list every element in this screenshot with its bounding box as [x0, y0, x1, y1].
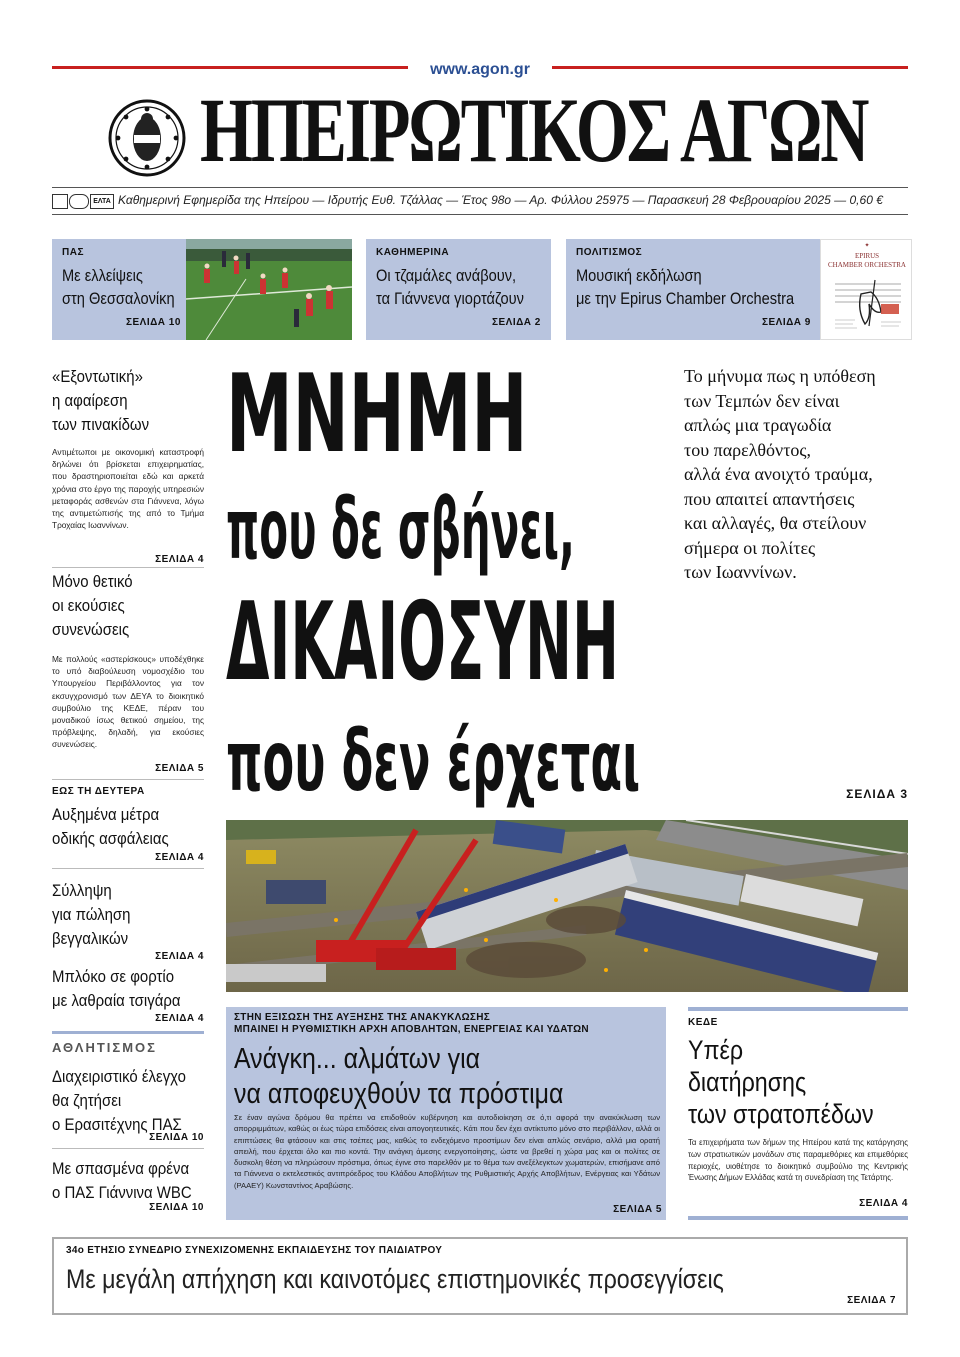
poster-title: EPIRUS CHAMBER ORCHESTRA — [828, 252, 906, 269]
conference-title: Με μεγάλη απήχηση και καινοτόμες επιστημονικές προσεγγίσεις — [66, 1264, 724, 1294]
newspaper-seal-logo — [108, 99, 186, 177]
story-mergers-title[interactable]: Μόνο θετικό οι εκούσιες συνενώσεις — [52, 572, 133, 639]
teaser-page: ΣΕΛΙΔΑ 9 — [762, 317, 811, 328]
sports-heading: ΑΘΛΗΤΙΣΜΟΣ — [52, 1040, 157, 1055]
divider — [52, 567, 204, 568]
teaser-title: Οι τζαμάλες ανάβουν, τα Γιάννενα γιορτάζουν — [376, 266, 524, 308]
kede-bottom-bar — [688, 1216, 908, 1220]
teaser-category: ΚΑΘΗΜΕΡΙΝΑ — [376, 247, 450, 258]
story-road-title[interactable]: Αυξημένα μέτρα οδικής ασφάλειας — [52, 805, 169, 848]
story-mergers-page: ΣΕΛΙΔΑ 5 — [155, 763, 204, 774]
headline-line-1[interactable]: ΜΝΗΜΗ — [226, 352, 528, 477]
kede-category: ΚΕΔΕ — [688, 1017, 718, 1028]
recycling-body: Σε έναν αγώνα δρόμου θα πρέπει να επιδοθούν κυβέρνηση και αυτοδιοίκηση σε ό,τι αφορά την ανακύκλωση των απορριμμάτων, καθώς οι έως τώρα επιδόσεις είναι απογοητευτικές. Κάτι που δεν έχει αντίκτυπο μόνο στο περιβάλλον, αλλά οι επιπτώσεις θα φτάσουν και στις τσέπες μας, καθώς το ενδεχόμενο προστίμων δεν είναι απλώς σενάριο, αλλά μια ορατή απειλή, που έρχεται όλο και πιο κοντά. Την ανάγκη άμεσης ενεργοποίησης, ώστε να βρεθεί η χώρα μας και οι πολίτες σε δυσκολη θέση να πληρώσουν πρόστιμα, όπως έγινε στο παρελθόν με το θέμα των ανεξέλεγκτων χωματερών, επισήμανε από τα Γιάννενα ο εκτελεστικός αντιπρόεδρος του Κλάδου Αποβλήτων της Ρυθμιστικής Αρχής Αποβλήτων, Ενέργειας και Υδάτων (ΡΑΑΕΥ) Κωνσταντίνος Αραβώσης. — [234, 1113, 660, 1190]
main-story-intro: Το μήνυμα πως η υπόθεση των Τεμπών δεν είναι απλώς μια τραγωδία του παρελθόντος, αλλά ένα ανοιχτό τραύμα, που απαιτεί απαντήσεις και αλλαγές, θα στείλουν σήμερα οι πολίτες των Ιωαννίνων. — [684, 366, 876, 582]
kede-title: Υπέρ διατήρησης των στρατοπέδων — [688, 1035, 874, 1129]
story-mergers-body: Με πολλούς «αστερίσκους» υποδέχθηκε το υπό διαβούλευση νομοσχέδιο του Υπουργείου Περιβάλλοντος για τον εκσυγχρονισμό των ΔΕΥΑ το διοικητικό συμβούλιο της ΚΕΔΕ, πέραν του μοναδικού ίσως θετικού σημείου, της πρόβλεψης, δηλαδή, για εκούσιες συνενώσεις. — [52, 654, 204, 750]
recycling-title: Ανάγκη... αλμάτων για να αποφευχθούν τα πρόστιμα — [234, 1043, 564, 1110]
football-training-photo — [186, 239, 352, 340]
story-cigarettes-title[interactable]: Μπλόκο σε φορτίο με λαθραία τσιγάρα — [52, 967, 181, 1010]
kede-page: ΣΕΛΙΔΑ 4 — [859, 1198, 908, 1209]
headline-line-4[interactable]: που δεν έρχεται — [226, 712, 641, 810]
orchestra-poster — [820, 239, 912, 340]
kede-body: Τα επιχειρήματα των δήμων της Ηπείρου κατά της κατάργησης των στρατιωτικών μονάδων στις παραμεθόριες και επιμεθόριες περιοχές, υιοθέτησε το διοικητικό συμβούλιο της Κεντρικής Ένωσης Δήμων Ελλάδας κατά τη συνεδρίαση της Τετάρτης. — [688, 1138, 908, 1183]
mini-logo-eiiea — [69, 194, 89, 209]
main-story-page: ΣΕΛΙΔΑ 3 — [846, 787, 908, 801]
headline-line-3[interactable]: ΔΙΚΑΙΟΣΥΝΗ — [226, 580, 620, 705]
story-fireworks-page: ΣΕΛΙΔΑ 4 — [155, 951, 204, 962]
pediatric-conference-story[interactable] — [52, 1237, 908, 1315]
recycling-page: ΣΕΛΙΔΑ 5 — [613, 1204, 662, 1215]
mini-logo-esiepi — [52, 194, 68, 209]
story-road-page: ΣΕΛΙΔΑ 4 — [155, 852, 204, 863]
teaser-title: Μουσική εκδήλωση με την Epirus Chamber Orchestra — [576, 266, 795, 308]
story-wbc-title[interactable]: Με σπασμένα φρένα ο ΠΑΣ Γιάννινα WBC — [52, 1159, 192, 1202]
story-plates-page: ΣΕΛΙΔΑ 4 — [155, 554, 204, 565]
story-fireworks-title[interactable]: Σύλληψη για πώληση βεγγαλικών — [52, 881, 131, 948]
recycling-story-box[interactable] — [226, 1007, 666, 1220]
kede-story[interactable] — [688, 1007, 908, 1222]
story-plates-body: Αντιμέτωποι με οικονομική καταστροφή δηλώνει ότι βρίσκεται επιχειρηματίας, που δραστηριοποιείται εδώ και αρκετά χρόνια στο έργο της παροχής υπηρεσιών μεταφοράς ασθενών στα Γιάννενα, λόγω της αντιμετώπισής της από το Τμήμα Τροχαίας Ιωαννίνων. — [52, 447, 204, 531]
teaser-title: Με ελλείψεις στη Θεσσαλονίκη — [62, 266, 175, 308]
site-url[interactable]: www.agon.gr — [430, 61, 530, 78]
story-road-category: ΕΩΣ ΤΗ ΔΕΥΤΕΡΑ — [52, 786, 145, 797]
kede-top-bar — [688, 1007, 908, 1011]
mini-logo-elta: ΕΛΤΑ — [90, 194, 114, 209]
train-crash-aerial-photo — [226, 820, 908, 992]
teaser-category: ΠΟΛΙΤΙΣΜΟΣ — [576, 247, 643, 258]
edition-info: Καθημερινή Εφημερίδα της Ηπείρου — Ιδρυτής Ευθ. Τζάλλας — Έτος 98ο — Αρ. Φύλλου 25975 — Παρασκευή 28 Φεβρουαρίου 2025 — 0,60 € — [118, 193, 883, 207]
teaser-category: ΠΑΣ — [62, 247, 84, 258]
story-wbc-page: ΣΕΛΙΔΑ 10 — [149, 1202, 204, 1213]
info-bar — [52, 187, 908, 215]
story-pas-audit-title[interactable]: Διαχειριστικό έλεγχο θα ζητήσει ο Ερασιτέχνης ΠΑΣ — [52, 1067, 186, 1134]
story-cigarettes-page: ΣΕΛΙΔΑ 4 — [155, 1013, 204, 1024]
teaser-kathimerina[interactable] — [366, 239, 551, 340]
poster-emblem-icon: ✦ — [864, 243, 870, 249]
recycling-kicker: ΣΤΗΝ ΕΞΙΣΩΣΗ ΤΗΣ ΑΥΞΗΣΗΣ ΤΗΣ ΑΝΑΚΥΚΛΩΣΗΣ ΜΠΑΙΝΕΙ Η ΡΥΘΜΙΣΤΙΚΗ ΑΡΧΗ ΑΠΟΒΛΗΤΩΝ, ΕΝΕΡΓΕΙΑΣ ΚΑΙ ΥΔΑΤΩΝ — [234, 1012, 589, 1035]
divider — [52, 779, 204, 780]
teaser-pas[interactable] — [52, 239, 352, 340]
masthead-title: ΗΠΕΙΡΩΤΙΚΟΣ ΑΓΩΝ — [200, 79, 868, 181]
sports-rule — [52, 1031, 204, 1034]
violin-sketch-icon — [831, 274, 905, 334]
headline-line-2[interactable]: που δε σβήνει, — [226, 480, 575, 578]
teaser-page: ΣΕΛΙΔΑ 10 — [126, 317, 181, 328]
divider — [52, 1148, 204, 1149]
teaser-politismos[interactable] — [566, 239, 820, 340]
divider — [52, 868, 204, 869]
story-plates-title[interactable]: «Εξοντωτική» η αφαίρεση των πινακίδων — [52, 367, 150, 434]
story-pas-audit-page: ΣΕΛΙΔΑ 10 — [149, 1132, 204, 1143]
conference-page: ΣΕΛΙΔΑ 7 — [847, 1295, 896, 1306]
teaser-page: ΣΕΛΙΔΑ 2 — [492, 317, 541, 328]
conference-kicker: 34ο ΕΤΗΣΙΟ ΣΥΝΕΔΡΙΟ ΣΥΝΕΧΙΖΟΜΕΝΗΣ ΕΚΠΑΙΔΕΥΣΗΣ ΤΟΥ ΠΑΙΔΙΑΤΡΟΥ — [66, 1245, 443, 1256]
